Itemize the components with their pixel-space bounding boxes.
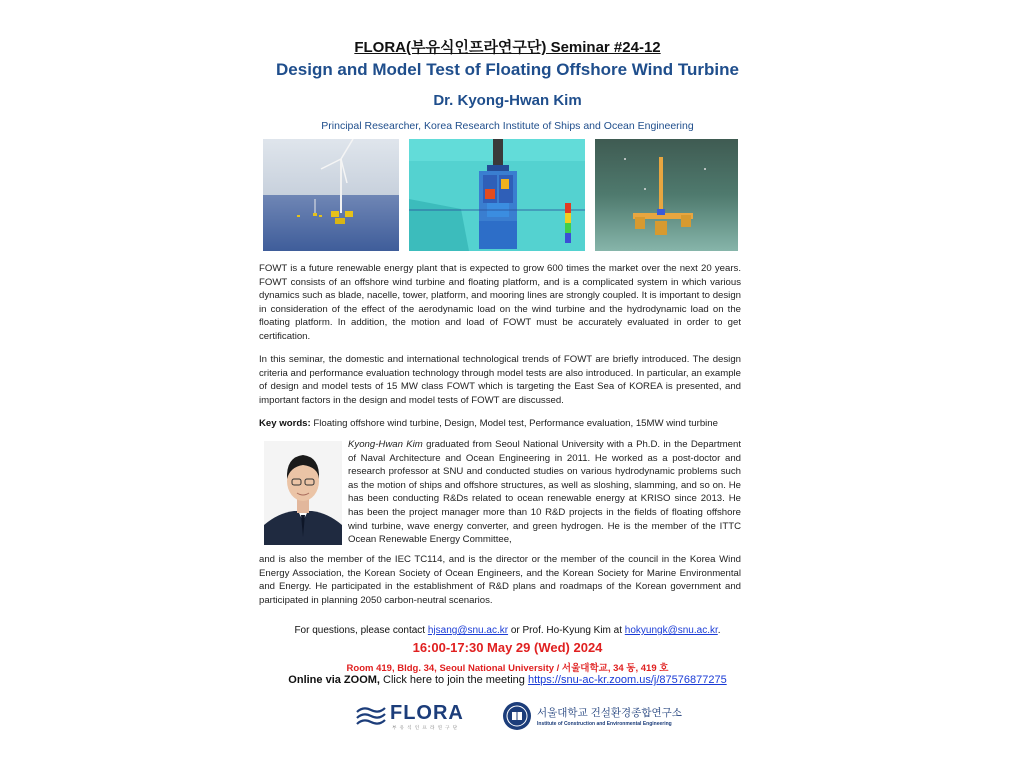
contact-line: [0, 625, 1015, 636]
seminar-title: Design and Model Test of Floating Offshore Wind Turbine: [276, 60, 739, 79]
bio-paragraph-intro: [348, 438, 741, 547]
snu-institute-subtitle: Institute of Construction and Environmental Engineering: [537, 721, 672, 727]
speaker-photo: [264, 441, 342, 545]
flora-logo-subtext: 부 유 식 인 프 라 연 구 단: [392, 725, 459, 730]
speaker-name: Dr. Kyong-Hwan Kim: [433, 92, 582, 109]
model-test-image: [595, 139, 738, 251]
zoom-meeting-link[interactable]: https://snu-ac-kr.zoom.us/j/87576877275: [527, 674, 727, 686]
contact-email-1-link[interactable]: hjsang@snu.ac.kr: [427, 625, 509, 636]
bio-paragraph-rest: and is also the member of the IEC TC114, and is the director or the member of the council in the Korea Wind Energy Association, the Korean Society of Ocean Engineers, and the Korean Society for Marine Environmental and Energy. He participated in the establishment of R&D plans and roadmaps of the Korean government and participated in planning 2050 carbon-neutral scenarios.: [259, 554, 741, 606]
bio-text-first: graduated from Seoul National University with a Ph.D. in the Department of Naval Architecture and Ocean Engineering in 2011. He worked as a post-doctor and research professor at SNU and conducted studies on various hydrodynamic problems such as the motion of ships and offshore structures, as well as sloshing, slamming, and so on. He has been conducting R&Ds related to ocean renewable energy at KRISO since 2013. He has been the project manager more than 10 R&D projects in the fields of floating offshore wind turbine, wave energy converter, and green hydrogen. He is the member of the ITTC Ocean Renewable Energy Committee,: [348, 439, 741, 546]
abstract-paragraph-1: FOWT is a future renewable energy plant that is expected to grow 600 times the market over the next 20 years. FOWT consists of an offshore wind turbine and floating platform, and is a complicated system in which various dynamics such as blade, nacelle, tower, platform, and mooring lines are strongly coupled. It is important to design in consideration of the effect of the aerodynamic load on the wind turbine and the hydrodynamic load on the floating platform. In addition, the motion and load of FOWT must be accurately evaluated in order to get certification.: [259, 263, 741, 342]
wind-farm-image: [263, 139, 399, 251]
event-room: Room 419, Bldg. 34, Seoul National University / 서울대학교, 34 동, 419 호: [346, 663, 669, 674]
event-time: 16:00-17:30 May 29 (Wed) 2024: [412, 640, 603, 655]
bio-name: Kyong-Hwan Kim: [348, 439, 423, 450]
snu-emblem-icon: [502, 701, 532, 731]
keywords: [259, 418, 759, 429]
speaker-affiliation: Principal Researcher, Korea Research Institute of Ships and Ocean Engineering: [321, 120, 694, 132]
contact-prefix: For questions, please contact: [294, 625, 428, 636]
keywords-label: Key words:: [259, 418, 311, 429]
contact-suffix: .: [717, 625, 721, 636]
zoom-label: Online via ZOOM,: [288, 674, 380, 686]
snu-institute-name: 서울대학교 건설환경종합연구소: [537, 707, 682, 719]
keywords-text: Floating offshore wind turbine, Design, Model test, Performance evaluation, 15MW wind turbine: [310, 418, 718, 429]
contact-middle: or Prof. Ho-Kyung Kim at: [508, 625, 625, 636]
abstract-paragraph-2: In this seminar, the domestic and international technological trends of FOWT are briefly introduced. The design criteria and performance evaluation technology through model tests are also introduced. In particular, an example of design and model tests of 15 MW class FOWT which is targeting the East Sea of KOREA is presented, and important factors in the design and model tests of FOWT are discussed.: [259, 354, 741, 406]
flora-logo-text: FLORA: [390, 702, 464, 724]
cfd-simulation-image: [409, 139, 585, 251]
seminar-series-title: FLORA(부유식인프라연구단) Seminar #24-12: [354, 39, 661, 56]
zoom-text: Click here to join the meeting: [379, 674, 528, 686]
contact-email-2-link[interactable]: hokyungk@snu.ac.kr: [624, 625, 718, 636]
zoom-line: [0, 674, 1015, 686]
